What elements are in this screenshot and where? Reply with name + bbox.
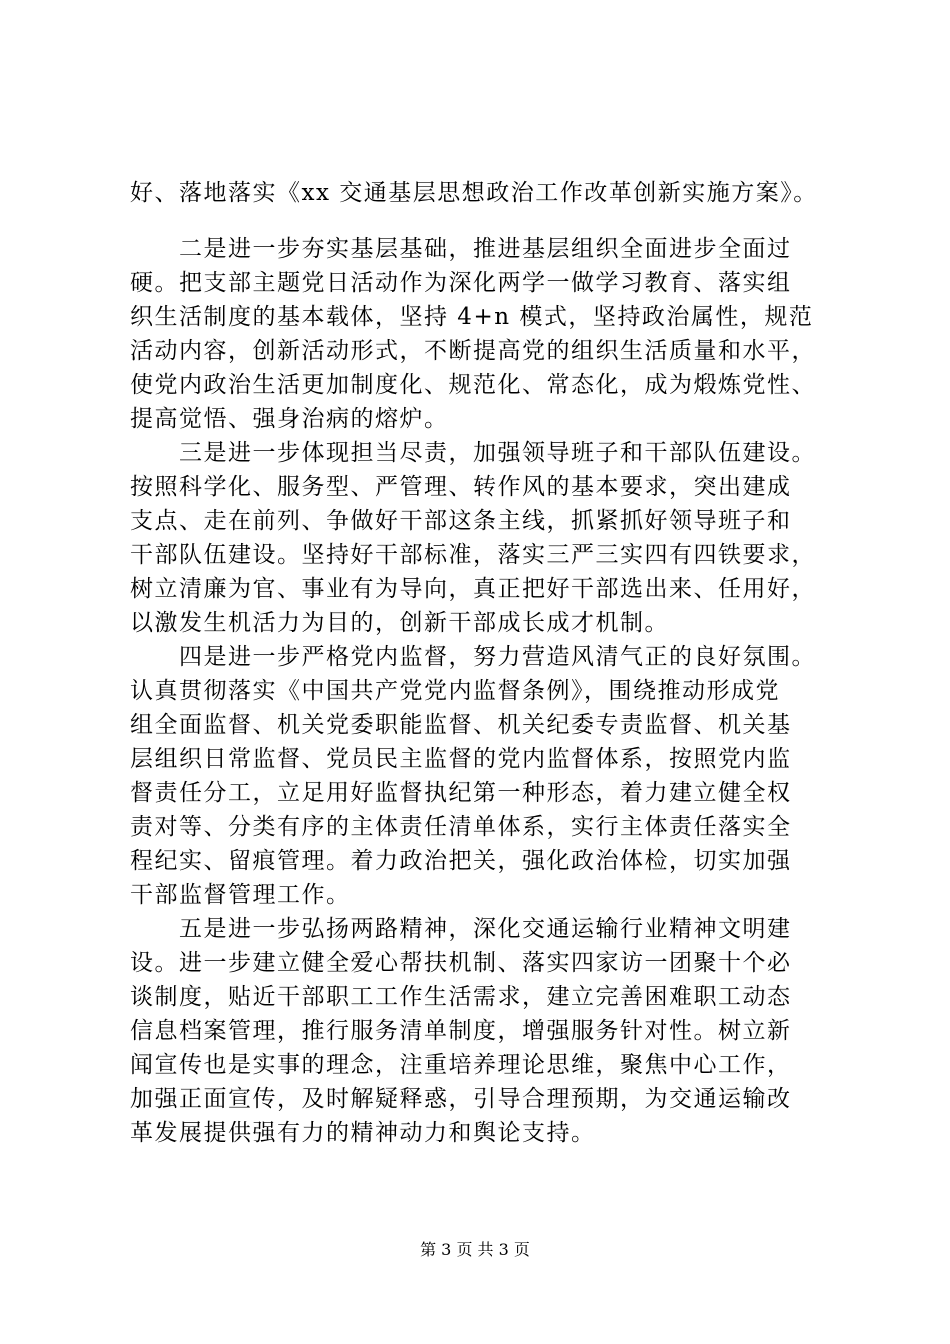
text-line: 活动内容，创新活动形式，不断提高党的组织生活质量和水平， xyxy=(130,338,816,364)
page-footer: 第 3 页 共 3 页 xyxy=(420,1240,530,1259)
text-line: 以激发生机活力为目的，创新干部成长成才机制。 xyxy=(130,610,669,636)
text-line: 提高觉悟、强身治病的熔炉。 xyxy=(130,406,449,432)
text-line: 组全面监督、机关党委职能监督、机关纪委专责监督、机关基 xyxy=(130,712,792,738)
text-line: 使党内政治生活更加制度化、规范化、常态化，成为煅炼党性、 xyxy=(130,372,816,398)
text-line: 好、落地落实《xx 交通基层思想政治工作改革创新实施方案》。 xyxy=(130,180,818,206)
text-line: 干部监督管理工作。 xyxy=(130,882,351,908)
text-line: 认真贯彻落实《中国共产党党内监督条例》，围绕推动形成党 xyxy=(130,678,780,704)
text-line: 五是进一步弘扬两路精神，深化交通运输行业精神文明建 xyxy=(130,916,792,942)
text-line: 设。进一步建立健全爱心帮扶机制、落实四家访一团聚十个必 xyxy=(130,950,792,976)
text-line: 革发展提供强有力的精神动力和舆论支持。 xyxy=(130,1120,596,1146)
text-line: 干部队伍建设。坚持好干部标准，落实三严三实四有四铁要求， xyxy=(130,542,816,568)
text-line: 责对等、分类有序的主体责任清单体系，实行主体责任落实全 xyxy=(130,814,792,840)
text-line: 树立清廉为官、事业有为导向，真正把好干部选出来、任用好， xyxy=(130,576,816,602)
text-line: 程纪实、留痕管理。着力政治把关，强化政治体检，切实加强 xyxy=(130,848,792,874)
text-line: 信息档案管理，推行服务清单制度，增强服务针对性。树立新 xyxy=(130,1018,792,1044)
text-line: 织生活制度的基本载体，坚持 4+n 模式，坚持政治属性，规范 xyxy=(130,304,814,330)
text-line: 三是进一步体现担当尽责，加强领导班子和干部队伍建设。 xyxy=(130,440,816,466)
text-line: 支点、走在前列、争做好干部这条主线，抓紧抓好领导班子和 xyxy=(130,508,792,534)
text-line: 硬。把支部主题党日活动作为深化两学一做学习教育、落实组 xyxy=(130,270,792,296)
text-line: 层组织日常监督、党员民主监督的党内监督体系，按照党内监 xyxy=(130,746,792,772)
text-line: 闻宣传也是实事的理念，注重培养理论思维，聚焦中心工作， xyxy=(130,1052,792,1078)
text-line: 四是进一步严格党内监督，努力营造风清气正的良好氛围。 xyxy=(130,644,816,670)
text-line: 谈制度，贴近干部职工工作生活需求，建立完善困难职工动态 xyxy=(130,984,792,1010)
text-line: 督责任分工，立足用好监督执纪第一种形态，着力建立健全权 xyxy=(130,780,792,806)
text-line: 二是进一步夯实基层基础，推进基层组织全面进步全面过 xyxy=(130,236,792,262)
text-line: 按照科学化、服务型、严管理、转作风的基本要求，突出建成 xyxy=(130,474,792,500)
text-line: 加强正面宣传，及时解疑释惑，引导合理预期，为交通运输改 xyxy=(130,1086,792,1112)
